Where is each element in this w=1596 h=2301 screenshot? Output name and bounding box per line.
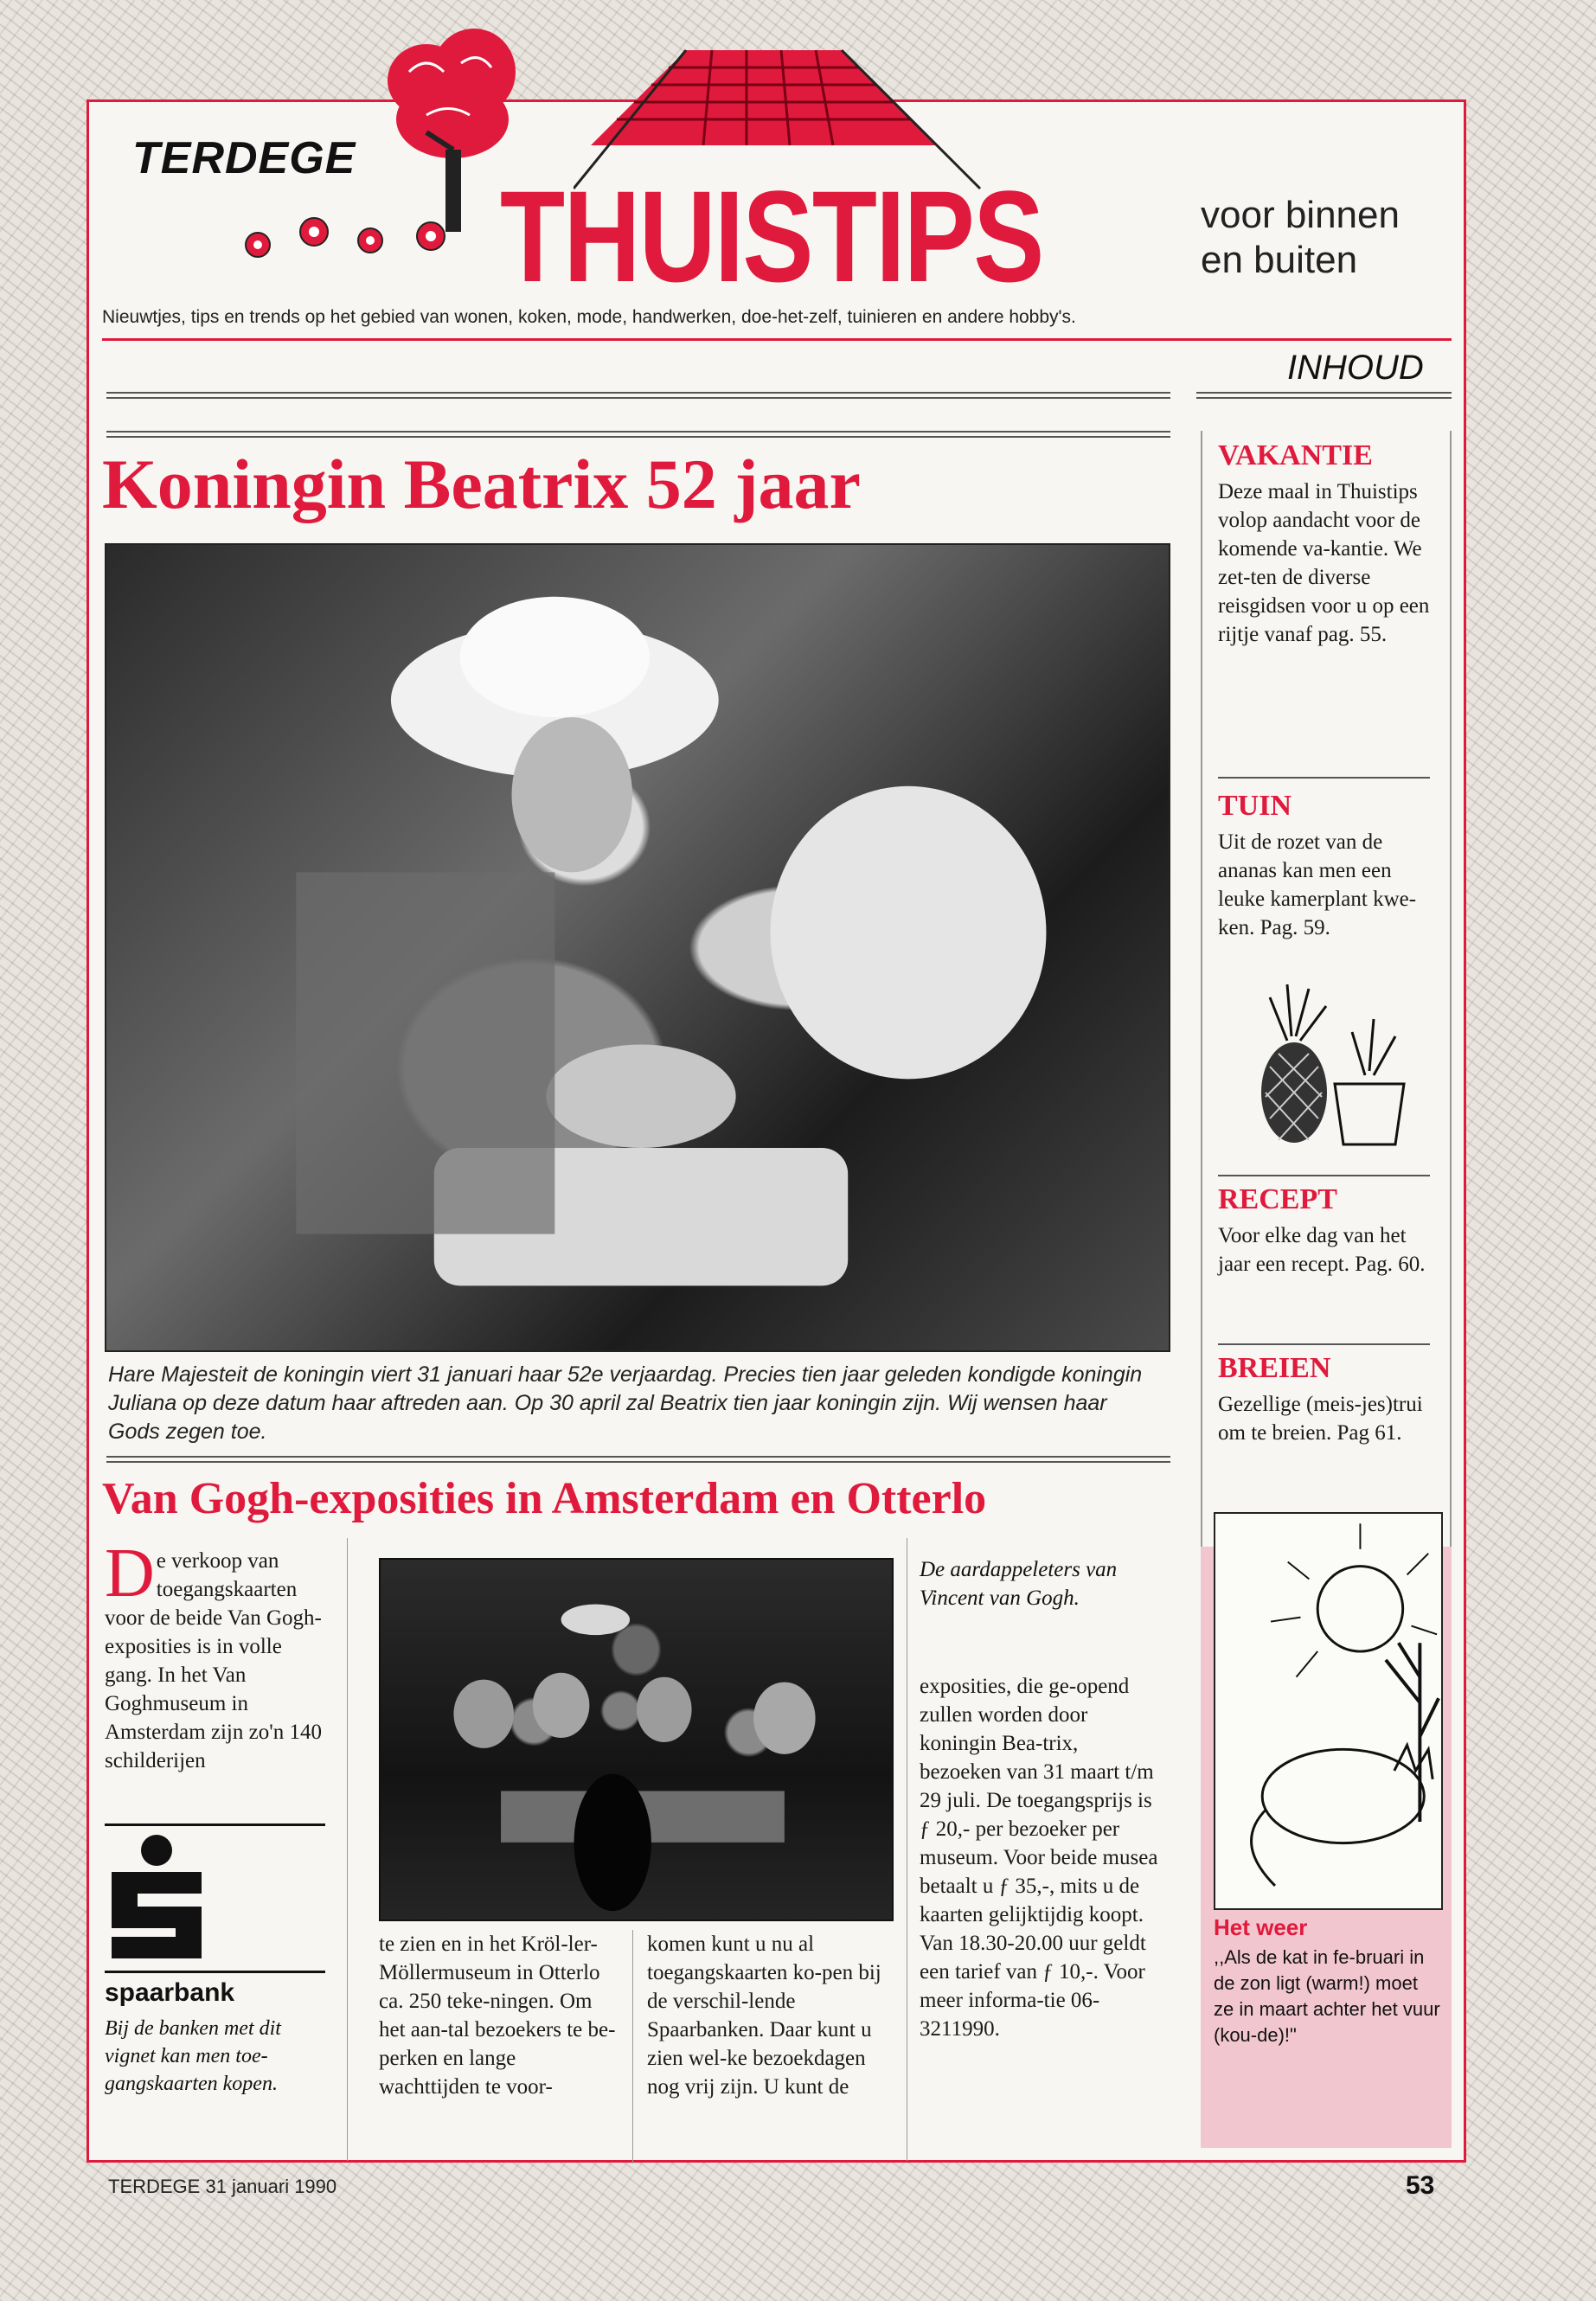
- sidebar-divider-2: [1218, 1175, 1430, 1176]
- pineapple-plant-icon: [1244, 980, 1408, 1153]
- main-top-rule: [106, 392, 1170, 399]
- sidebar-entry-text: Voor elke dag van het jaar een recept. Pag. 60.: [1218, 1224, 1426, 1276]
- photo-caption: Hare Majesteit de koningin viert 31 januari haar 52e verjaardag. Precies tien jaar geleden kondigde koningin Juliana op deze datum haar aftreden aan. Op 30 april zal Beatrix tien jaar koningin zijn. Wij wensen haar Gods zegen toe.: [108, 1362, 1143, 1444]
- sidebar-entry-text: Deze maal in Thuistips volop aandacht voor de komende va-kantie. We zet-ten de diverse reisgidsen voor u op een rijtje vanaf pag. 55.: [1218, 480, 1430, 646]
- header-divider: [102, 338, 1452, 341]
- painting-illustration: [381, 1560, 892, 1920]
- article2-col1: [105, 1535, 334, 1775]
- logo-top-line: [105, 1823, 325, 1826]
- photo-illustration: [106, 545, 1169, 1350]
- potato-eaters-painting: [379, 1558, 894, 1921]
- spaarbank-s-icon: [105, 1833, 208, 1963]
- brand-name: TERDEGE: [132, 133, 356, 183]
- weather-title: Het weer: [1214, 1914, 1308, 1940]
- sun-cat-tree-icon: [1215, 1514, 1441, 1908]
- page-number: 53: [1406, 2171, 1435, 2200]
- dropcap: D: [105, 1535, 155, 1612]
- sidebar-entry-title: RECEPT: [1218, 1183, 1337, 1215]
- spaarbank-logo: [105, 1823, 325, 2098]
- weather-text: ,,Als de kat in fe-bruari in de zon ligt (warm!) moet ze in maart achter het vuur (kou-de)!": [1214, 1946, 1440, 2046]
- queen-photo: [105, 543, 1170, 1352]
- footer-left: TERDEGE 31 januari 1990: [108, 2176, 337, 2197]
- sidebar-entry-title: BREIEN: [1218, 1352, 1331, 1384]
- headline-rule: [106, 431, 1170, 438]
- article2-col2-text: te zien en in het Kröl-ler-Möllermuseum in Otterlo ca. 250 teke-ningen. Om het aan-tal bezoekers te be-perken en lange wachttijden te voor-: [379, 1932, 616, 2099]
- logo-bottom-line: [105, 1971, 325, 1973]
- col-divider-2: [632, 1930, 633, 2163]
- article2-top-rule: [106, 1456, 1170, 1463]
- sidebar-top-rule: [1196, 392, 1452, 399]
- sidebar-entry-recept: [1218, 1183, 1430, 1279]
- tagline-line-2: en buiten: [1201, 239, 1358, 281]
- col1-lead: e verkoop van toegangskaarten voor de beide Van Gogh-exposities is in volle gang. In het Van Goghmuseum in Amsterdam zijn zo'n 140 schilderijen: [105, 1549, 322, 1772]
- sidebar-entry-title: TUIN: [1218, 790, 1292, 822]
- sidebar-entry-vakantie: [1218, 439, 1430, 649]
- sidebar-divider-1: [1218, 777, 1430, 779]
- sidebar-entry-breien: [1218, 1352, 1430, 1447]
- weather-box: [1214, 1914, 1443, 2048]
- weather-illustration-box: [1214, 1512, 1443, 1910]
- magazine-page: [87, 99, 1466, 2163]
- article2-col4-text: exposities, die ge-opend zullen worden door koningin Bea-trix, bezoeken van 31 maart t/m 29 juli. De toegangsprijs is ƒ 20,- per bezoeker per museum. Voor beide musea betaalt u ƒ 35,-, mits u de kaarten gelijktijdig koopt. Van 18.30-20.00 uur geldt een tarief van ƒ 10,-. Voor meer informa-tie 06-3211990.: [920, 1675, 1158, 2041]
- tagline-line-1: voor binnen: [1201, 194, 1400, 236]
- sidebar-divider-3: [1218, 1343, 1430, 1345]
- article2-headline: Van Gogh-exposities in Amsterdam en Otterlo: [102, 1474, 987, 1523]
- painting-caption: De aardappeleters van Vincent van Gogh.: [920, 1558, 1118, 1610]
- sidebar-entry-text: Uit de rozet van de ananas kan men een leuke kamerplant kwe-ken. Pag. 59.: [1218, 830, 1417, 939]
- main-headline: Koningin Beatrix 52 jaar: [102, 445, 861, 523]
- page-title: THUISTIPS: [500, 163, 1043, 309]
- sidebar-entry-tuin: [1218, 790, 1430, 942]
- sidebar-entry-text: Gezellige (meis-jes)trui om te breien. Pag 61.: [1218, 1393, 1423, 1445]
- flowers-decoration-icon: [236, 202, 461, 271]
- spaarbank-caption: Bij de banken met dit vignet kan men toe-gangskaarten kopen.: [105, 2017, 281, 2095]
- col-divider-1: [347, 1538, 348, 2161]
- spaarbank-label: spaarbank: [105, 1978, 235, 2007]
- header-subtitle: Nieuwtjes, tips en trends op het gebied van wonen, koken, mode, handwerken, doe-het-zelf, tuinieren en andere hobby's.: [102, 307, 1076, 327]
- sidebar-heading: INHOUD: [1287, 349, 1424, 387]
- tagline: [1201, 193, 1400, 283]
- article2-col1-text: [105, 1535, 334, 1775]
- article2-col3-text: komen kunt u nu al toegangskaarten ko-pen bij de verschil-lende Spaarbanken. Daar kunt u zien wel-ke bezoekdagen nog vrij zijn. U kunt de: [647, 1932, 881, 2099]
- sidebar-entry-title: VAKANTIE: [1218, 439, 1373, 471]
